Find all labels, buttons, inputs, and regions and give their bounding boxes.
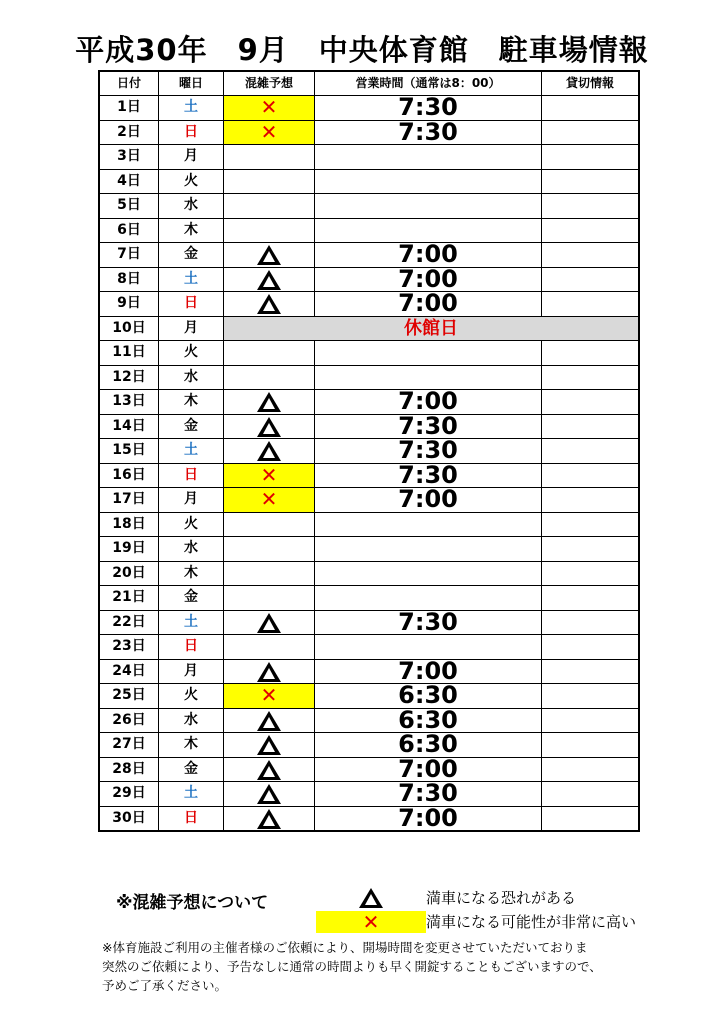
congestion-cell xyxy=(224,267,315,292)
weekday-cell: 日 xyxy=(159,292,224,317)
table-row xyxy=(99,733,639,758)
date-cell: 15日 xyxy=(99,439,159,464)
table-row xyxy=(99,218,639,243)
rental-cell xyxy=(542,194,640,219)
rental-cell xyxy=(542,463,640,488)
hours-cell xyxy=(315,218,542,243)
date-cell: 4日 xyxy=(99,169,159,194)
table-row xyxy=(99,463,639,488)
table-row xyxy=(99,145,639,170)
table-row xyxy=(99,659,639,684)
table-row xyxy=(99,561,639,586)
date-cell: 17日 xyxy=(99,488,159,513)
rental-cell xyxy=(542,708,640,733)
rental-cell xyxy=(542,390,640,415)
hours-cell: 7:30 xyxy=(315,96,542,121)
congestion-cell xyxy=(224,218,315,243)
table-row xyxy=(99,512,639,537)
rental-cell xyxy=(542,341,640,366)
hours-cell: 6:30 xyxy=(315,684,542,709)
table-row xyxy=(99,708,639,733)
rental-cell xyxy=(542,243,640,268)
page-title: 平成30年 9月 中央体育館 駐車場情報 xyxy=(75,33,649,67)
congestion-cell xyxy=(224,120,315,145)
hours-cell: 7:00 xyxy=(315,757,542,782)
triangle-icon xyxy=(257,392,281,412)
weekday-cell: 土 xyxy=(159,96,224,121)
x-mark-icon: ✕ xyxy=(260,463,278,487)
table-row xyxy=(99,684,639,709)
table-header-row xyxy=(99,71,639,96)
date-cell: 9日 xyxy=(99,292,159,317)
date-cell: 21日 xyxy=(99,586,159,611)
congestion-cell xyxy=(224,96,315,121)
hours-cell xyxy=(315,635,542,660)
weekday-cell: 木 xyxy=(159,561,224,586)
weekday-cell: 金 xyxy=(159,243,224,268)
rental-cell xyxy=(542,635,640,660)
hours-cell xyxy=(315,537,542,562)
weekday-cell: 日 xyxy=(159,463,224,488)
weekday-cell: 水 xyxy=(159,365,224,390)
congestion-cell xyxy=(224,806,315,831)
date-cell: 18日 xyxy=(99,512,159,537)
congestion-cell xyxy=(224,463,315,488)
congestion-legend xyxy=(116,885,716,935)
legend-triangle-key xyxy=(316,887,426,909)
weekday-cell: 月 xyxy=(159,488,224,513)
parking-schedule-table xyxy=(98,70,640,832)
congestion-cell xyxy=(224,757,315,782)
rental-cell xyxy=(542,684,640,709)
hours-cell: 7:30 xyxy=(315,439,542,464)
table-row xyxy=(99,414,639,439)
weekday-cell: 火 xyxy=(159,512,224,537)
date-cell: 27日 xyxy=(99,733,159,758)
date-cell: 26日 xyxy=(99,708,159,733)
congestion-cell xyxy=(224,292,315,317)
rental-cell xyxy=(542,757,640,782)
header-date: 日付 xyxy=(99,71,159,96)
table-row xyxy=(99,341,639,366)
date-cell: 5日 xyxy=(99,194,159,219)
congestion-cell xyxy=(224,537,315,562)
rental-cell xyxy=(542,96,640,121)
x-mark-icon: ✕ xyxy=(362,910,380,934)
congestion-cell xyxy=(224,439,315,464)
header-hours: 営業時間（通常は8：00） xyxy=(315,71,542,96)
rental-cell xyxy=(542,439,640,464)
hours-cell xyxy=(315,194,542,219)
congestion-cell xyxy=(224,561,315,586)
x-mark-icon: ✕ xyxy=(260,683,278,708)
congestion-cell xyxy=(224,782,315,807)
x-mark-icon: ✕ xyxy=(260,95,278,120)
date-cell: 28日 xyxy=(99,757,159,782)
header-rental: 貸切情報 xyxy=(542,71,640,96)
weekday-cell: 火 xyxy=(159,169,224,194)
hours-cell: 7:00 xyxy=(315,488,542,513)
hours-cell: 7:30 xyxy=(315,120,542,145)
weekday-cell: 金 xyxy=(159,757,224,782)
table-row xyxy=(99,169,639,194)
notes xyxy=(102,938,712,995)
congestion-cell xyxy=(224,169,315,194)
weekday-cell: 金 xyxy=(159,414,224,439)
congestion-cell xyxy=(224,610,315,635)
rental-cell xyxy=(542,292,640,317)
weekday-cell: 土 xyxy=(159,267,224,292)
table-row xyxy=(99,635,639,660)
date-cell: 8日 xyxy=(99,267,159,292)
table-row xyxy=(99,537,639,562)
x-mark-icon: ✕ xyxy=(260,487,278,512)
rental-cell xyxy=(542,782,640,807)
weekday-cell: 木 xyxy=(159,733,224,758)
date-cell: 25日 xyxy=(99,684,159,709)
hours-cell: 6:30 xyxy=(315,733,542,758)
congestion-cell xyxy=(224,586,315,611)
weekday-cell: 日 xyxy=(159,635,224,660)
hours-cell: 7:30 xyxy=(315,610,542,635)
weekday-cell: 木 xyxy=(159,218,224,243)
hours-cell: 7:00 xyxy=(315,806,542,831)
x-mark-icon: ✕ xyxy=(260,120,278,144)
date-cell: 29日 xyxy=(99,782,159,807)
date-cell: 23日 xyxy=(99,635,159,660)
hours-cell xyxy=(315,145,542,170)
weekday-cell: 月 xyxy=(159,145,224,170)
table-row xyxy=(99,194,639,219)
rental-cell xyxy=(542,488,640,513)
hours-cell: 7:00 xyxy=(315,659,542,684)
weekday-cell: 火 xyxy=(159,341,224,366)
hours-cell xyxy=(315,341,542,366)
hours-cell: 7:30 xyxy=(315,463,542,488)
triangle-icon xyxy=(257,735,281,755)
congestion-cell xyxy=(224,635,315,660)
triangle-icon xyxy=(257,270,281,290)
date-cell: 14日 xyxy=(99,414,159,439)
hours-cell: 7:30 xyxy=(315,414,542,439)
table-row xyxy=(99,782,639,807)
table-row xyxy=(99,390,639,415)
hours-cell: 7:00 xyxy=(315,267,542,292)
triangle-icon xyxy=(257,417,281,437)
table-row xyxy=(99,120,639,145)
hours-cell xyxy=(315,365,542,390)
closed-day-cell: 休館日 xyxy=(224,316,640,341)
weekday-cell: 日 xyxy=(159,120,224,145)
rental-cell xyxy=(542,120,640,145)
table-row xyxy=(99,292,639,317)
table-row xyxy=(99,806,639,831)
date-cell: 16日 xyxy=(99,463,159,488)
header-weekday: 曜日 xyxy=(159,71,224,96)
table-row xyxy=(99,488,639,513)
date-cell: 10日 xyxy=(99,316,159,341)
hours-cell: 7:00 xyxy=(315,243,542,268)
triangle-icon xyxy=(257,245,281,265)
date-cell: 6日 xyxy=(99,218,159,243)
triangle-icon xyxy=(257,784,281,804)
weekday-cell: 火 xyxy=(159,684,224,709)
congestion-cell xyxy=(224,194,315,219)
hours-cell xyxy=(315,512,542,537)
legend-x-desc: 満車になる可能性が非常に高い xyxy=(426,913,637,931)
note-line: 予めご了承ください。 xyxy=(102,978,228,993)
weekday-cell: 月 xyxy=(159,316,224,341)
table-row xyxy=(99,610,639,635)
table-row xyxy=(99,586,639,611)
weekday-cell: 水 xyxy=(159,537,224,562)
table-row xyxy=(99,316,639,341)
weekday-cell: 土 xyxy=(159,439,224,464)
rental-cell xyxy=(542,169,640,194)
date-cell: 12日 xyxy=(99,365,159,390)
date-cell: 20日 xyxy=(99,561,159,586)
legend-x-key xyxy=(316,911,426,933)
hours-cell: 7:30 xyxy=(315,782,542,807)
congestion-cell xyxy=(224,488,315,513)
date-cell: 30日 xyxy=(99,806,159,831)
hours-cell: 7:00 xyxy=(315,292,542,317)
date-cell: 2日 xyxy=(99,120,159,145)
congestion-cell xyxy=(224,684,315,709)
date-cell: 7日 xyxy=(99,243,159,268)
rental-cell xyxy=(542,537,640,562)
weekday-cell: 水 xyxy=(159,708,224,733)
weekday-cell: 木 xyxy=(159,390,224,415)
triangle-icon xyxy=(359,888,383,908)
weekday-cell: 水 xyxy=(159,194,224,219)
hours-cell: 6:30 xyxy=(315,708,542,733)
congestion-cell xyxy=(224,708,315,733)
rental-cell xyxy=(542,365,640,390)
note-line: ※体育施設ご利用の主催者様のご依頼により、開場時間を変更させていただいておりま xyxy=(102,940,588,955)
triangle-icon xyxy=(257,441,281,461)
triangle-icon xyxy=(257,613,281,633)
date-cell: 1日 xyxy=(99,96,159,121)
rental-cell xyxy=(542,659,640,684)
rental-cell xyxy=(542,218,640,243)
triangle-icon xyxy=(257,294,281,314)
triangle-icon xyxy=(257,662,281,682)
congestion-cell xyxy=(224,390,315,415)
weekday-cell: 金 xyxy=(159,586,224,611)
date-cell: 3日 xyxy=(99,145,159,170)
date-cell: 11日 xyxy=(99,341,159,366)
congestion-cell xyxy=(224,341,315,366)
header-congestion: 混雑予想 xyxy=(224,71,315,96)
triangle-icon xyxy=(257,809,281,829)
rental-cell xyxy=(542,414,640,439)
table-body xyxy=(99,96,639,832)
rental-cell xyxy=(542,806,640,831)
congestion-cell xyxy=(224,365,315,390)
table-row xyxy=(99,96,639,121)
rental-cell xyxy=(542,267,640,292)
table-row xyxy=(99,439,639,464)
congestion-cell xyxy=(224,733,315,758)
weekday-cell: 日 xyxy=(159,806,224,831)
hours-cell xyxy=(315,586,542,611)
hours-cell: 7:00 xyxy=(315,390,542,415)
legend-title: ※混雑予想について xyxy=(116,893,269,913)
rental-cell xyxy=(542,586,640,611)
date-cell: 13日 xyxy=(99,390,159,415)
date-cell: 24日 xyxy=(99,659,159,684)
legend-triangle-desc: 満車になる恐れがある xyxy=(426,889,577,907)
table-row xyxy=(99,267,639,292)
triangle-icon xyxy=(257,711,281,731)
congestion-cell xyxy=(224,145,315,170)
rental-cell xyxy=(542,733,640,758)
congestion-cell xyxy=(224,414,315,439)
rental-cell xyxy=(542,512,640,537)
weekday-cell: 土 xyxy=(159,610,224,635)
rental-cell xyxy=(542,145,640,170)
hours-cell xyxy=(315,561,542,586)
table-row xyxy=(99,243,639,268)
triangle-icon xyxy=(257,760,281,780)
date-cell: 19日 xyxy=(99,537,159,562)
weekday-cell: 月 xyxy=(159,659,224,684)
date-cell: 22日 xyxy=(99,610,159,635)
rental-cell xyxy=(542,610,640,635)
congestion-cell xyxy=(224,243,315,268)
table-row xyxy=(99,365,639,390)
note-line: 突然のご依頼により、予告なしに通常の時間よりも早く開錠することもございますので、 xyxy=(102,959,602,974)
rental-cell xyxy=(542,561,640,586)
hours-cell xyxy=(315,169,542,194)
congestion-cell xyxy=(224,659,315,684)
congestion-cell xyxy=(224,512,315,537)
weekday-cell: 土 xyxy=(159,782,224,807)
table-row xyxy=(99,757,639,782)
